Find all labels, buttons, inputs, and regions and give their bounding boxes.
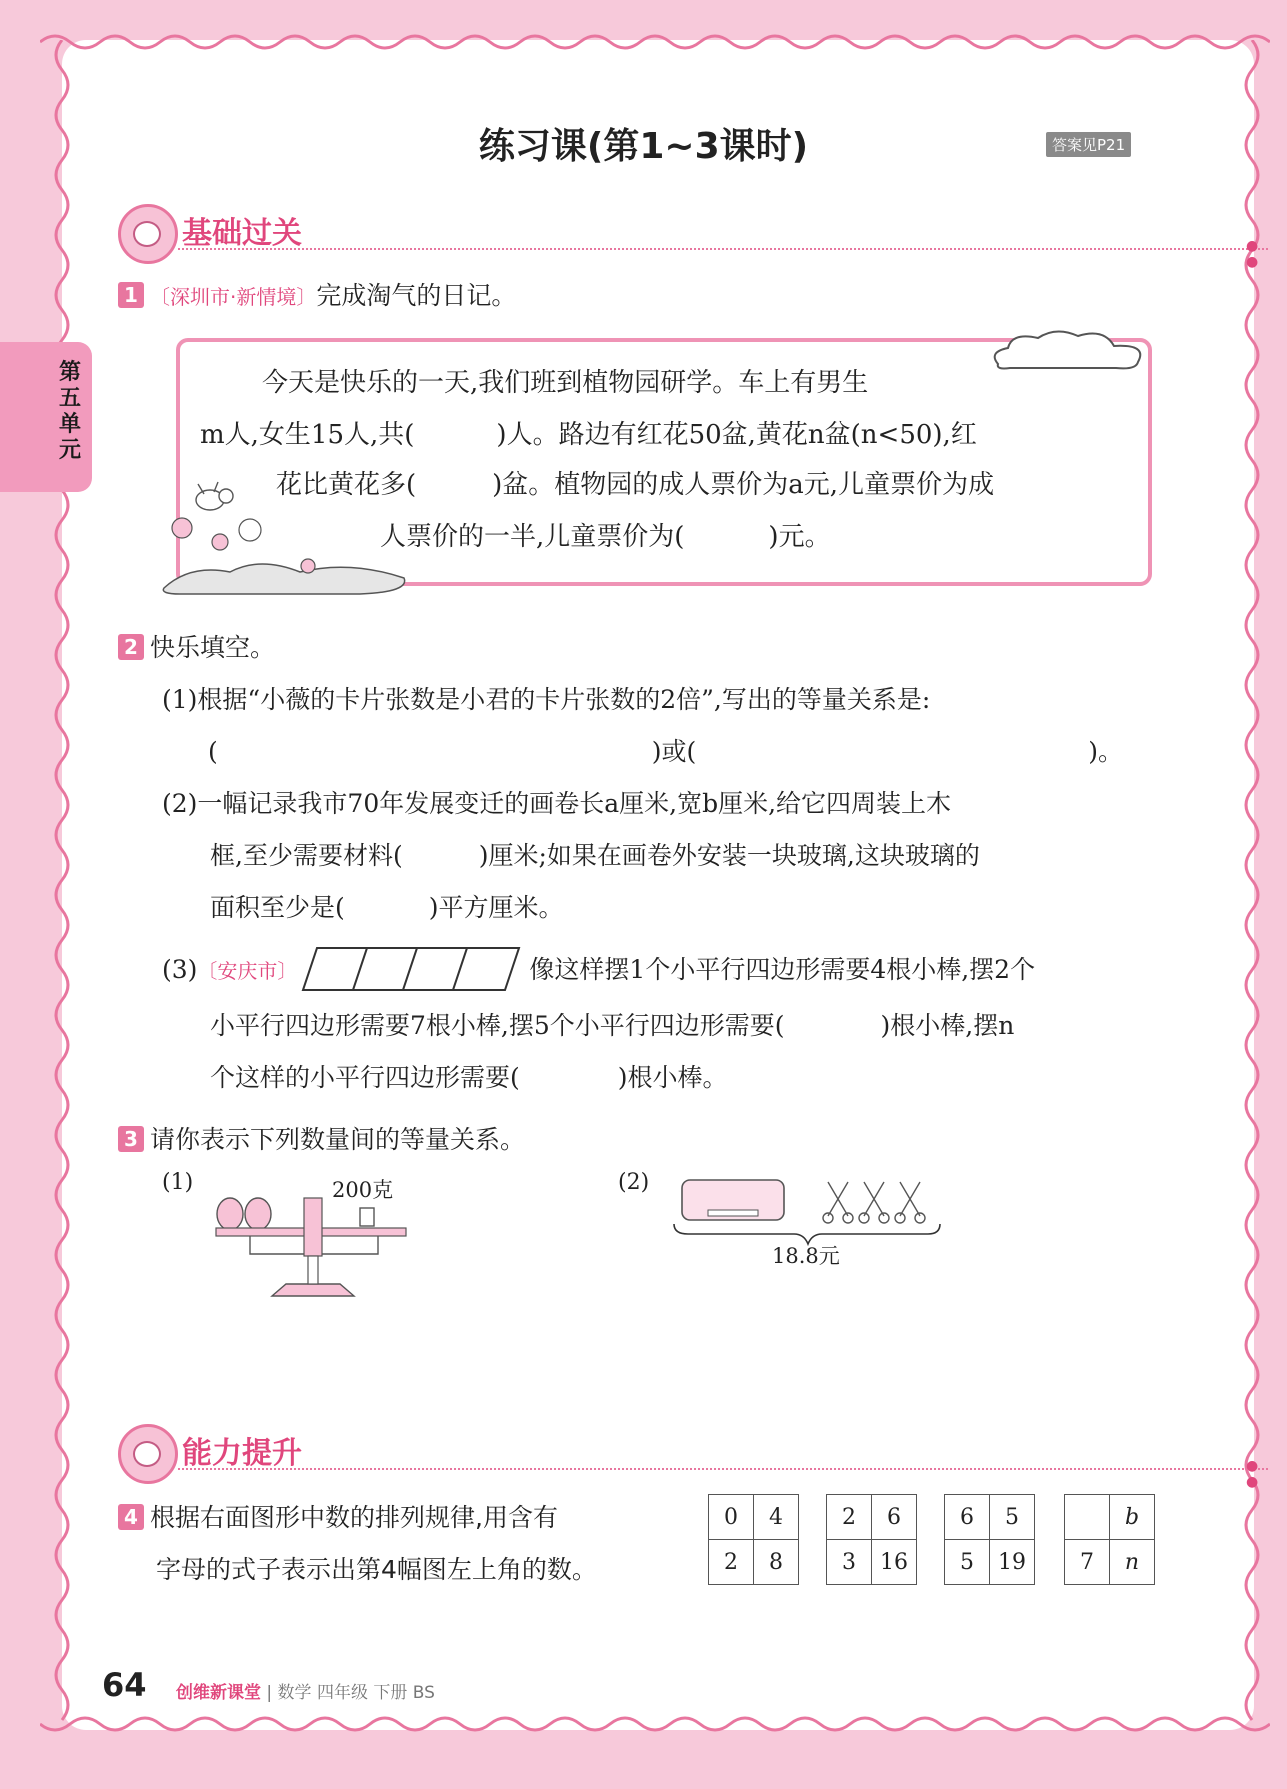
- footer-brand: 创维新课堂: [176, 1683, 261, 1703]
- wave-border-left: [44, 40, 70, 1730]
- q2-part3-line2: [210, 1006, 1014, 1042]
- question-text: 根据右面图形中数的排列规律,用含有: [150, 1503, 558, 1532]
- q2-part3-line1: [162, 944, 1035, 994]
- answer-reference-badge: 答案见P21: [1046, 132, 1131, 157]
- question-text: )平方厘米。: [428, 893, 564, 922]
- number-grid-3: [944, 1494, 1035, 1585]
- decor-dots-icon: ● ●: [1246, 1458, 1259, 1490]
- bracket-text: (: [208, 737, 218, 766]
- grid-cell: 6: [945, 1495, 990, 1540]
- grid-cell: 16: [872, 1540, 917, 1585]
- mascot-icon: [118, 204, 178, 264]
- number-grid-4: [1064, 1494, 1155, 1585]
- q2-part3-line3: [210, 1058, 728, 1094]
- question-text: (3): [162, 955, 198, 984]
- question-text: 框,至少需要材料(: [210, 841, 403, 870]
- page-number: 64: [102, 1666, 147, 1704]
- wave-border-top: [40, 24, 1270, 54]
- question-text: 快乐填空。: [150, 633, 276, 662]
- section-divider: [178, 1468, 1268, 1470]
- unit-side-tab-label: 第五单元: [58, 360, 81, 463]
- q2-part2-line2: [210, 836, 980, 872]
- question-4-line2: 字母的式子表示出第4幅图左上角的数。: [156, 1555, 597, 1584]
- question-1-title: [118, 276, 516, 312]
- grid-cell: 2: [709, 1540, 754, 1585]
- q3-part1-label: (1): [162, 1170, 194, 1195]
- question-text: 完成淘气的日记。: [316, 281, 517, 310]
- diary-text: )盆。植物园的成人票价为a元,儿童票价为成: [492, 470, 995, 500]
- question-source-tag: 〔深圳市·新情境〕: [150, 285, 317, 309]
- question-number: 1: [118, 282, 144, 308]
- q2-part2-line1: (2)一幅记录我市70年发展变迁的画卷长a厘米,宽b厘米,给它四周装上木: [162, 789, 952, 818]
- section-divider: [178, 248, 1268, 250]
- diary-line-2: [200, 414, 977, 451]
- q2-part1-answer-line: [208, 732, 1123, 768]
- q2-part1-line1: (1)根据“小薇的卡片张数是小君的卡片张数的2倍”,写出的等量关系是:: [162, 685, 931, 714]
- question-2-title: [118, 628, 275, 664]
- grid-cell: 7: [1065, 1540, 1110, 1585]
- question-number: 4: [118, 1504, 144, 1530]
- diary-line-4: [380, 516, 831, 553]
- question-text: )根小棒。: [617, 1063, 728, 1092]
- price-total-label: 18.8元: [772, 1244, 840, 1268]
- grid-cell: 0: [709, 1495, 754, 1540]
- grid-cell: [1065, 1495, 1110, 1540]
- diary-line-1: 今天是快乐的一天,我们班到植物园研学。车上有男生: [262, 368, 869, 398]
- section-basic-title: 基础过关: [182, 216, 302, 251]
- question-3-title: [118, 1120, 525, 1156]
- question-number: 3: [118, 1126, 144, 1152]
- question-text: 个这样的小平行四边形需要(: [210, 1063, 520, 1092]
- grid-cell: 6: [872, 1495, 917, 1540]
- question-text: 像这样摆1个小平行四边形需要4根小棒,摆2个: [529, 955, 1036, 984]
- grid-cell: 4: [754, 1495, 799, 1540]
- mascot-icon: [118, 1424, 178, 1484]
- cloud-icon: [986, 326, 1156, 376]
- diary-text: )人。路边有红花50盆,黄花n盆(n<50),红: [496, 420, 977, 450]
- number-grid-2: [826, 1494, 917, 1585]
- question-text: )根小棒,摆n: [880, 1011, 1015, 1040]
- question-source-tag: 〔安庆市〕: [197, 959, 298, 983]
- grid-cell: 5: [990, 1495, 1035, 1540]
- section-advanced-title: 能力提升: [182, 1436, 302, 1471]
- q2-part2-line3: [210, 888, 564, 924]
- grid-cell: 5: [945, 1540, 990, 1585]
- grid-cell: 2: [827, 1495, 872, 1540]
- question-text: )厘米;如果在画卷外安装一块玻璃,这块玻璃的: [478, 841, 980, 870]
- q3-part2-label: (2): [618, 1170, 650, 1195]
- footer-info: 数学 四年级 下册 BS: [277, 1683, 435, 1703]
- bracket-text: )。: [1088, 737, 1124, 766]
- grid-cell: 3: [827, 1540, 872, 1585]
- grid-cell: 8: [754, 1540, 799, 1585]
- diary-line-3: [276, 464, 994, 501]
- bracket-text: )或(: [651, 737, 697, 766]
- question-4-line1: [118, 1498, 558, 1534]
- scale-weight-label: 200克: [332, 1178, 394, 1202]
- question-text: 面积至少是(: [210, 893, 345, 922]
- grid-cell: 19: [990, 1540, 1035, 1585]
- question-number: 2: [118, 634, 144, 660]
- grid-cell: n: [1110, 1540, 1155, 1585]
- wave-border-bottom: [40, 1712, 1270, 1742]
- page-title: 练习课(第1~3课时): [478, 126, 809, 167]
- parallelogram-sticks-figure: [299, 944, 527, 994]
- diary-text: )元。: [768, 522, 831, 552]
- decor-dots-icon: ● ●: [1246, 238, 1259, 270]
- balance-scale-icon: [210, 1194, 410, 1300]
- diary-text: 花比黄花多(: [276, 470, 417, 500]
- footer-text: 创维新课堂 | 数学 四年级 下册 BS: [176, 1683, 435, 1703]
- diary-text: 人票价的一半,儿童票价为(: [380, 522, 685, 552]
- diary-text: m人,女生15人,共(: [200, 420, 415, 450]
- question-text: 请你表示下列数量间的等量关系。: [150, 1125, 526, 1154]
- question-text: 小平行四边形需要7根小棒,摆5个小平行四边形需要(: [210, 1011, 785, 1040]
- number-grid-1: [708, 1494, 799, 1585]
- grid-cell: b: [1110, 1495, 1155, 1540]
